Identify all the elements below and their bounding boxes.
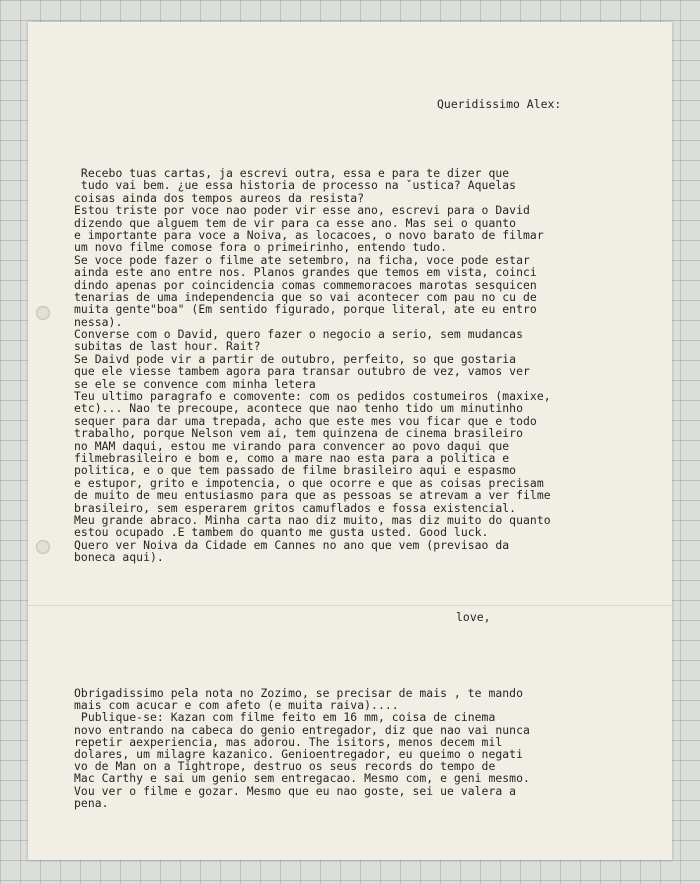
postscript — [74, 687, 530, 809]
body-line: muita gente"boa" (Em sentido figurado, porque literal, ate eu entro — [74, 302, 537, 317]
body-line: politica, e o que tem passado de filme brasileiro aqui e espasmo — [74, 463, 517, 478]
body-line: Meu grande abraco. Minha carta nao diz muito, mas diz muito do quanto — [74, 512, 551, 527]
body-line: coisas ainda dos tempos aureos da resista? — [74, 190, 365, 205]
salutation: Queridissimo Alex: — [437, 97, 562, 111]
body-line: e importante para voce a Noiva, as locacoes, o novo barato de filmar — [74, 227, 544, 242]
closing: love, — [456, 610, 491, 624]
body-line: ainda este ano entre nos. Planos grandes que temos em vista, coinci — [74, 265, 537, 280]
body-line: que ele viesse tambem agora para transar outubro de vez, vamos ver — [74, 364, 530, 379]
body-line: se ele se convence com minha letera — [74, 376, 316, 391]
body-line: brasileiro, sem esperarem gritos camuflados e fossa existencial. — [74, 500, 517, 515]
body-line: no MAM daqui, estou me virando para convencer ao povo daqui que — [74, 438, 510, 453]
body-line: Recebo tuas cartas, ja escrevi outra, essa e para te dizer que — [74, 166, 510, 180]
postscript-line: vo de Man on a Tightrope, destruo os seus records do tempo de — [74, 759, 496, 774]
body-line: e estupor, grito e impotencia, o que ocorre e que as coisas precisam — [74, 475, 544, 490]
body-line: Estou triste por voce nao poder vir esse ano, escrevi para o David — [74, 203, 530, 218]
body-line: tenarias de uma independencia que so vai acontecer com pau no cu de — [74, 289, 537, 304]
body-line: filmebrasileiro e bom e, como a mare nao esta para a politica e — [74, 450, 510, 465]
body-line: Converse com o David, quero fazer o negocio a serio, sem mudancas — [74, 327, 524, 342]
postscript-line: pena. — [74, 795, 109, 810]
body-line: tudo vai bem. ¿ue essa historia de processo na ˇustica? Aquelas — [74, 178, 517, 193]
body-line: trabalho, porque Nelson vem ai, tem quinzena de cinema brasileiro — [74, 426, 524, 441]
postscript-line: Mac Carthy e sai um genio sem entregacao. Mesmo com, e geni mesmo. — [74, 771, 530, 786]
postscript-line: novo entrando na cabeca do genio entregador, diz que nao vai nunca — [74, 722, 530, 737]
letter-body — [74, 167, 551, 564]
body-line: Teu ultimo paragrafo e comovente: com os pedidos costumeiros (maxixe, — [74, 389, 551, 404]
body-line: boneca aqui). — [74, 550, 164, 565]
body-line: estou ocupado .E tambem do quanto me gusta usted. Good luck. — [74, 525, 489, 540]
body-line: dizendo que alguem tem de vir para ca esse ano. Mas sei o quanto — [74, 215, 517, 230]
postscript-line: dolares, um milagre kazanico. Genioentregador, eu queimo o negati — [74, 746, 524, 761]
postscript-line: Obrigadissimo pela nota no Zozimo, se precisar de mais , te mando — [74, 686, 524, 700]
punch-hole — [36, 306, 50, 320]
punch-hole — [36, 540, 50, 554]
body-line: etc)... Nao te precoupe, acontece que nao tenho tido um minutinho — [74, 401, 524, 416]
body-line: dindo apenas por coincidencia comas commemoracoes marotas sesquicen — [74, 277, 537, 292]
postscript-line: Vou ver o filme e gozar. Mesmo que eu nao goste, sei ue valera a — [74, 783, 517, 798]
fold-crease — [28, 605, 672, 606]
body-line: Se voce pode fazer o filme ate setembro, na ficha, voce pode estar — [74, 252, 530, 267]
body-line: sequer para dar uma trepada, acho que este mes vou ficar que e todo — [74, 413, 537, 428]
body-line: Se Daivd pode vir a partir de outubro, perfeito, so que gostaria — [74, 351, 517, 366]
body-line: subitas de last hour. Rait? — [74, 339, 261, 354]
body-line: nessa). — [74, 314, 123, 329]
body-line: Quero ver Noiva da Cidade em Cannes no ano que vem (previsao da — [74, 537, 510, 552]
body-line: um novo filme comose fora o primeirinho, entendo tudo. — [74, 240, 448, 255]
body-line: de muito de meu entusiasmo para que as pessoas se atrevam a ver filme — [74, 488, 551, 503]
postscript-line: mais com acucar e com afeto (e muita raiva).... — [74, 698, 399, 713]
postscript-line: Publique-se: Kazan com filme feito em 16 mm, coisa de cinema — [74, 710, 496, 725]
postscript-line: repetir aexperiencia, mas adorou. The isitors, menos decem mil — [74, 734, 503, 749]
